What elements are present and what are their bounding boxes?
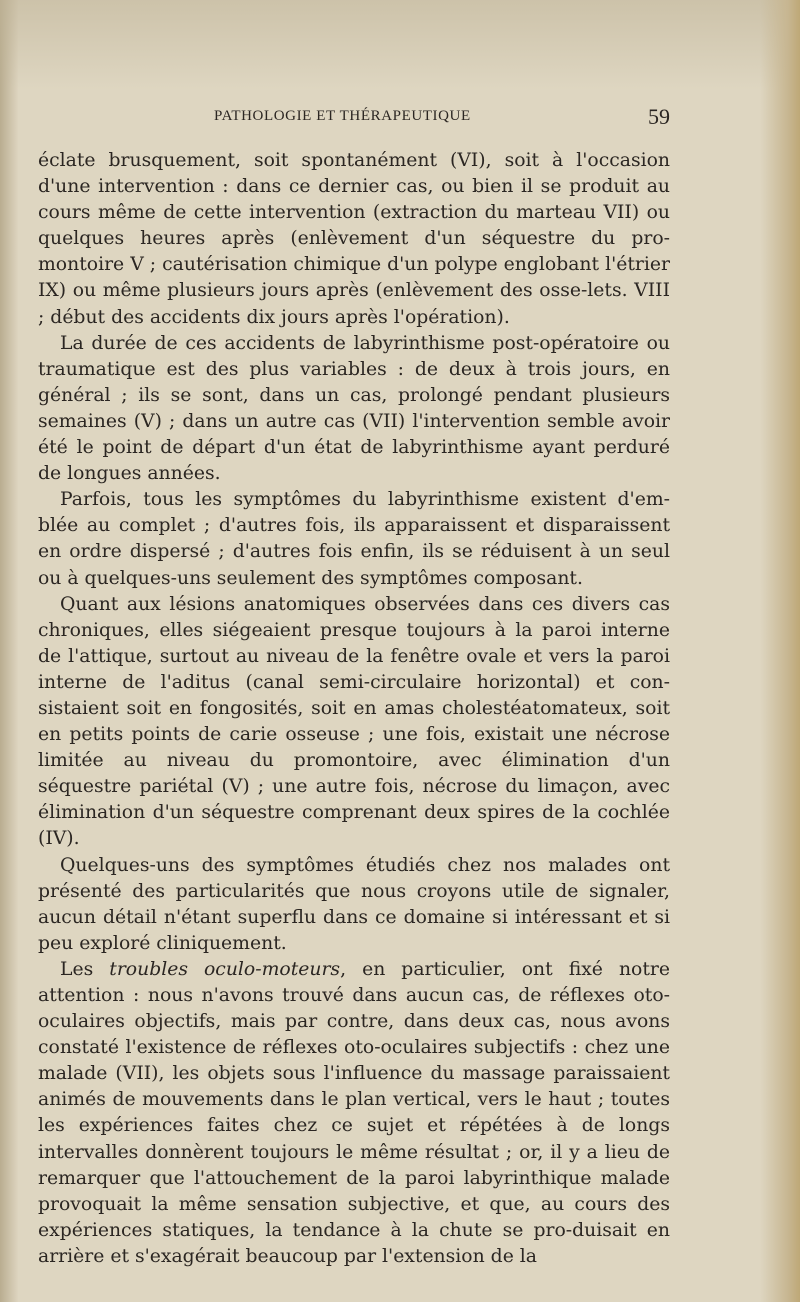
paragraph-text: , en particulier, ont fixé notre attention : nous n'avons trouvé dans aucun cas, de réflexes oto-oculaires objectifs, mais par contre, dans deux cas, nous avons constaté l'existence de réflexes oto-oculaires subjectifs : chez une malade (VII), les objets sous l'influence du massage paraissaient animés de mouvements dans le plan vertical, vers le haut ; toutes les expériences faites chez ce sujet et répétées à de longs intervalles donnèrent toujours le même résultat ; or, il y a lieu de remarquer que l'attouchement de la paroi labyrinthique malade provoquait la même sensation subjective, et que, au cours des expériences statiques, la tendance à la chute se pro-duisait en arrière et s'exagérait beaucoup par l'extension de la — [38, 958, 670, 1267]
italic-term: troubles oculo-moteurs — [109, 958, 341, 980]
paragraph-lesions: Quant aux lésions anatomiques observées dans ces divers cas chroniques, elles siégeaient presque toujours à la paroi interne de l'attique, surtout au niveau de la fenêtre ovale et vers la paroi interne de l'aditus (canal semi-circulaire horizontal) et con-sistaient soit en fongosités, soit en amas cholestéatomateux, soit en petits points de carie osseuse ; une fois, existait une nécrose limitée au niveau du promontoire, avec élimination d'un séquestre pariétal (V) ; une autre fois, nécrose du limaçon, avec élimination d'un séquestre comprenant deux spires de la cochlée (IV). — [38, 593, 670, 850]
page-edge-shadow-right — [760, 0, 800, 1302]
paragraph-particularities: Quelques-uns des symptômes étudiés chez nos malades ont présenté des particularités que nous croyons utile de signaler, aucun détail n'étant superflu dans ce domaine si intéressant et si peu exploré cliniquement. — [38, 854, 670, 954]
paragraph-symptoms: Parfois, tous les symptômes du labyrinthisme existent d'em-blée au complet ; d'autres fois, ils apparaissent et disparaissent en ordre dispersé ; d'autres fois enfin, ils se réduisent à un seul ou à quelques-uns seulement des symptômes composant. — [38, 489, 670, 589]
page-edge-shadow-left — [0, 0, 18, 1302]
paragraph-lead: Les — [60, 958, 110, 980]
running-title: PATHOLOGIE ET THÉRAPEUTIQUE — [214, 108, 471, 124]
page-number: 59 — [648, 104, 670, 129]
paragraph-continuation: éclate brusquement, soit spontanément (VI), soit à l'occasion d'une intervention : dans ce dernier cas, ou bien il se produit au cours même de cette intervention (extraction du marteau VII) ou quelques heures après (enlèvement d'un séquestre du pro-montoire V ; cautérisation chimique d'un polype englobant l'étrier IX) ou même plusieurs jours après (enlèvement des osse-lets. VIII ; début des accidents dix jours après l'opération). — [38, 150, 670, 328]
paragraph-duration: La durée de ces accidents de labyrinthisme post-opératoire ou traumatique est des plus variables : de deux à trois jours, en général ; ils se sont, dans un cas, prolongé pendant plusieurs semaines (V) ; dans un autre cas (VII) l'intervention semble avoir été le point de départ d'un état de labyrinthisme ayant perduré de longues années. — [38, 332, 670, 485]
running-head — [40, 104, 670, 132]
paragraph-oculomotor — [38, 957, 670, 1270]
body-text — [38, 148, 670, 1270]
page-top-shade — [0, 0, 800, 90]
